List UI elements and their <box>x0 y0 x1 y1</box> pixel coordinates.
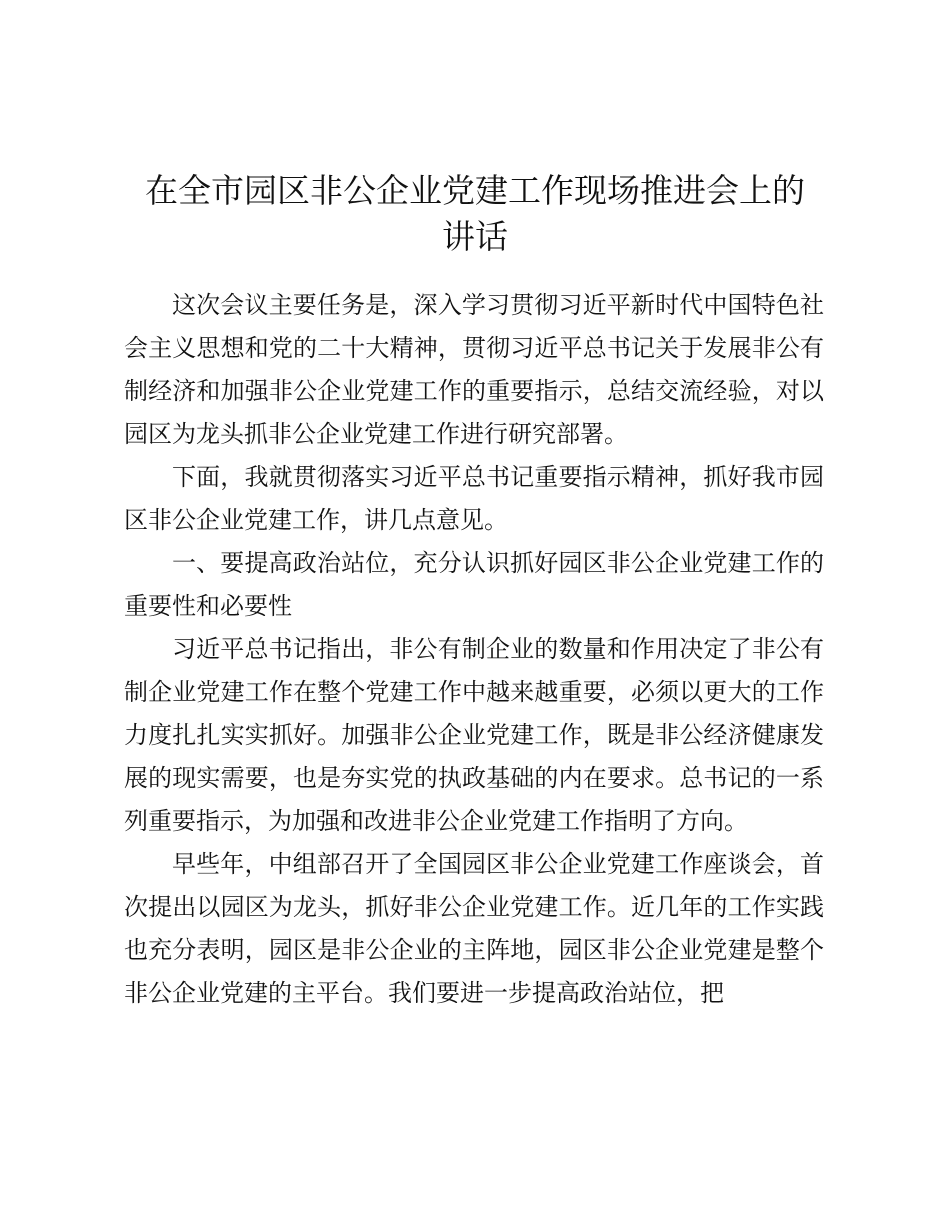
paragraph-intro: 这次会议主要任务是，深入学习贯彻习近平新时代中国特色社会主义思想和党的二十大精神，贯彻习近平总书记关于发展非公有制经济和加强非公企业党建工作的重要指示，总结交流经验，对以园区为龙头抓非公企业党建工作进行研究部署。 <box>124 291 824 448</box>
paragraph-section-1b: 早些年，中组部召开了全国园区非公企业党建工作座谈会，首次提出以园区为龙头，抓好非公企业党建工作。近几年的工作实践也充分表明，园区是非公企业的主阵地，园区非公企业党建是整个非公企业党建的主平台。我们要进一步提高政治站位，把 <box>124 850 824 1007</box>
paragraph-section-1a: 习近平总书记指出，非公有制企业的数量和作用决定了非公有制企业党建工作在整个党建工作中越来越重要，必须以更大的工作力度扎扎实实抓好。加强非公企业党建工作，既是非公经济健康发展的现实需要，也是夯实党的执政基础的内在要求。总书记的一系列重要指示，为加强和改进非公企业党建工作指明了方向。 <box>124 635 824 835</box>
title-line-1: 在全市园区非公企业党建工作现场推进会上的 <box>145 171 805 210</box>
paragraph-outline: 下面，我就贯彻落实习近平总书记重要指示精神，抓好我市园区非公企业党建工作，讲几点意见。 <box>124 463 824 534</box>
title-line-2: 讲话 <box>442 217 508 256</box>
document-body <box>124 284 824 1015</box>
document-title <box>110 168 840 260</box>
section-heading-1: 一、要提高政治站位，充分认识抓好园区非公企业党建工作的重要性和必要性 <box>124 549 824 620</box>
